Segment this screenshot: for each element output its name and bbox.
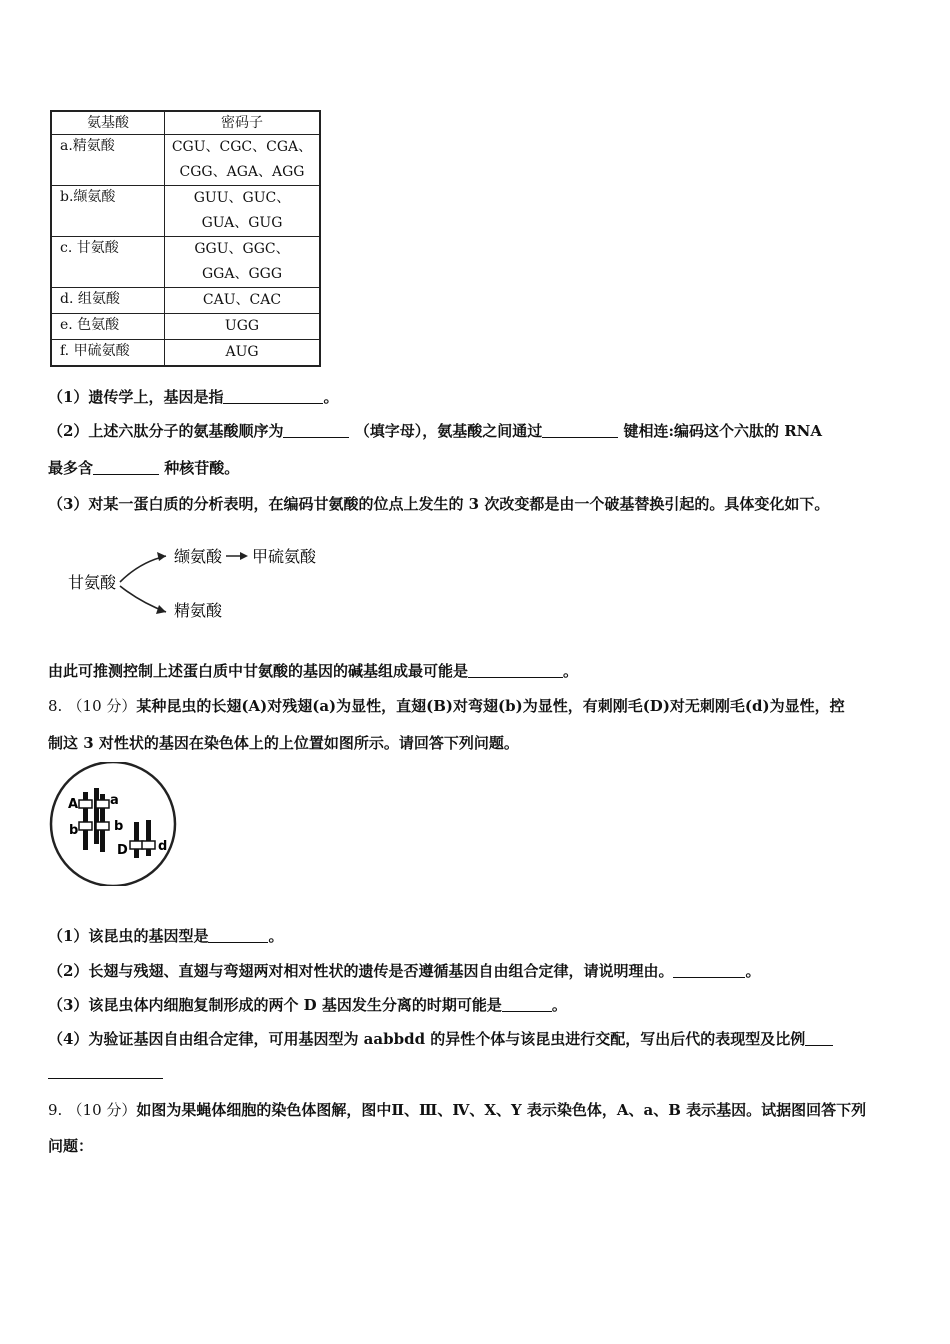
label-methionine: 甲硫氨酸 xyxy=(252,547,317,566)
chromosome xyxy=(94,788,99,844)
gene-locus xyxy=(142,841,155,849)
table-row xyxy=(51,135,320,186)
gene-label-a: a xyxy=(110,793,119,808)
arrowhead-met xyxy=(240,552,248,560)
codon-cell: CGU、CGC、CGA、 CGG、AGA、AGG xyxy=(165,135,321,186)
answer-blank[interactable] xyxy=(805,1031,833,1046)
amino-acid-cell: f. 甲硫氨酸 xyxy=(51,340,165,367)
answer-blank-continuation[interactable] xyxy=(48,1064,163,1079)
q8-part4: （4）为验证基因自由组合定律，可用基因型为 aabbdd 的异性个体与该昆虫进行交配，写出后代的表现型及比例 xyxy=(48,1028,833,1049)
gene-label-d: d xyxy=(158,839,168,854)
arrowhead-upper xyxy=(157,552,166,561)
q9-stem: 9. （10 分）如图为果蝇体细胞的染色体图解，图中Ⅱ、Ⅲ、Ⅳ、X、Y 表示染色体，A、a、B 表示基因。试据图回答下列 xyxy=(48,1101,867,1119)
gene-locus xyxy=(79,800,92,808)
gene-locus xyxy=(96,800,109,808)
header-codon: 密码子 xyxy=(165,111,321,135)
codon-cell: UGG xyxy=(165,314,321,340)
answer-blank[interactable] xyxy=(542,423,618,438)
codon-cell: GUU、GUC、 GUA、GUG xyxy=(165,186,321,237)
label-valine: 缬氨酸 xyxy=(174,547,223,566)
q8-part1: （1）该昆虫的基因型是 。 xyxy=(48,927,284,945)
codon-cell: GGU、GGC、 GGA、GGG xyxy=(165,237,321,288)
label-arginine: 精氨酸 xyxy=(174,601,223,620)
gene-label-D: D xyxy=(117,843,128,858)
amino-acid-cell: e. 色氨酸 xyxy=(51,314,165,340)
answer-blank[interactable] xyxy=(208,928,268,943)
codon-cell: AUG xyxy=(165,340,321,367)
amino-acid-cell: a.精氨酸 xyxy=(51,135,165,186)
table-row xyxy=(51,288,320,314)
table-row xyxy=(51,237,320,288)
gene-label-b: b xyxy=(69,823,79,838)
gene-label-b: b xyxy=(114,819,124,834)
q9-stem-cont: 问题： xyxy=(48,1137,94,1155)
q8-stem-cont: 制这 3 对性状的基因在染色体上的上位置如图所示。请回答下列问题。 xyxy=(48,734,519,752)
q8-stem: 8. （10 分）某种昆虫的长翅(A)对残翅(a)为显性，直翅(B)对弯翅(b)为显性，有刺刚毛(D)对无刺刚毛(d)为显性，控 xyxy=(48,697,845,715)
answer-blank[interactable] xyxy=(223,389,323,404)
gene-locus xyxy=(96,822,109,830)
chromosome-diagram xyxy=(48,762,182,886)
q7-part2: （2）上述六肽分子的氨基酸顺序为 （填字母），氨基酸之间通过 键相连:编码这个六肽的 RNA xyxy=(48,422,823,440)
codon-table xyxy=(50,110,321,367)
arrowhead-lower xyxy=(156,605,166,614)
table-row xyxy=(51,340,320,367)
amino-acid-cell: b.缬氨酸 xyxy=(51,186,165,237)
q7-part2-cont: 最多含 种核苷酸。 xyxy=(48,459,240,477)
header-amino-acid: 氨基酸 xyxy=(51,111,165,135)
q7-part4: 由此可推测控制上述蛋白质中甘氨酸的基因的碱基组成最可能是 。 xyxy=(48,662,579,680)
answer-blank[interactable] xyxy=(673,963,745,978)
answer-blank[interactable] xyxy=(283,423,349,438)
table-row xyxy=(51,314,320,340)
table-header-row xyxy=(51,111,320,135)
chromosome xyxy=(134,822,139,858)
mutation-diagram xyxy=(60,540,360,630)
table-row xyxy=(51,186,320,237)
codon-cell: CAU、CAC xyxy=(165,288,321,314)
amino-acid-cell: c. 甘氨酸 xyxy=(51,237,165,288)
answer-blank[interactable] xyxy=(93,460,159,475)
amino-acid-cell: d. 组氨酸 xyxy=(51,288,165,314)
gene-locus xyxy=(130,841,143,849)
gene-label-A: A xyxy=(68,797,79,812)
q7-part1: （1）遗传学上，基因是指 。 xyxy=(48,388,339,406)
answer-blank[interactable] xyxy=(502,997,552,1012)
answer-blank[interactable] xyxy=(468,663,563,678)
label-glycine: 甘氨酸 xyxy=(68,573,117,592)
q8-part2: （2）长翅与残翅、直翅与弯翅两对相对性状的遗传是否遵循基因自由组合定律，请说明理由。 。 xyxy=(48,962,761,980)
gene-locus xyxy=(79,822,92,830)
chromosome xyxy=(146,820,151,856)
q8-part3: （3）该昆虫体内细胞复制形成的两个 D 基因发生分离的时期可能是 。 xyxy=(48,996,567,1014)
q7-part3: （3）对某一蛋白质的分析表明，在编码甘氨酸的位点上发生的 3 次改变都是由一个破基替换引起的。具体变化如下。 xyxy=(48,495,830,513)
